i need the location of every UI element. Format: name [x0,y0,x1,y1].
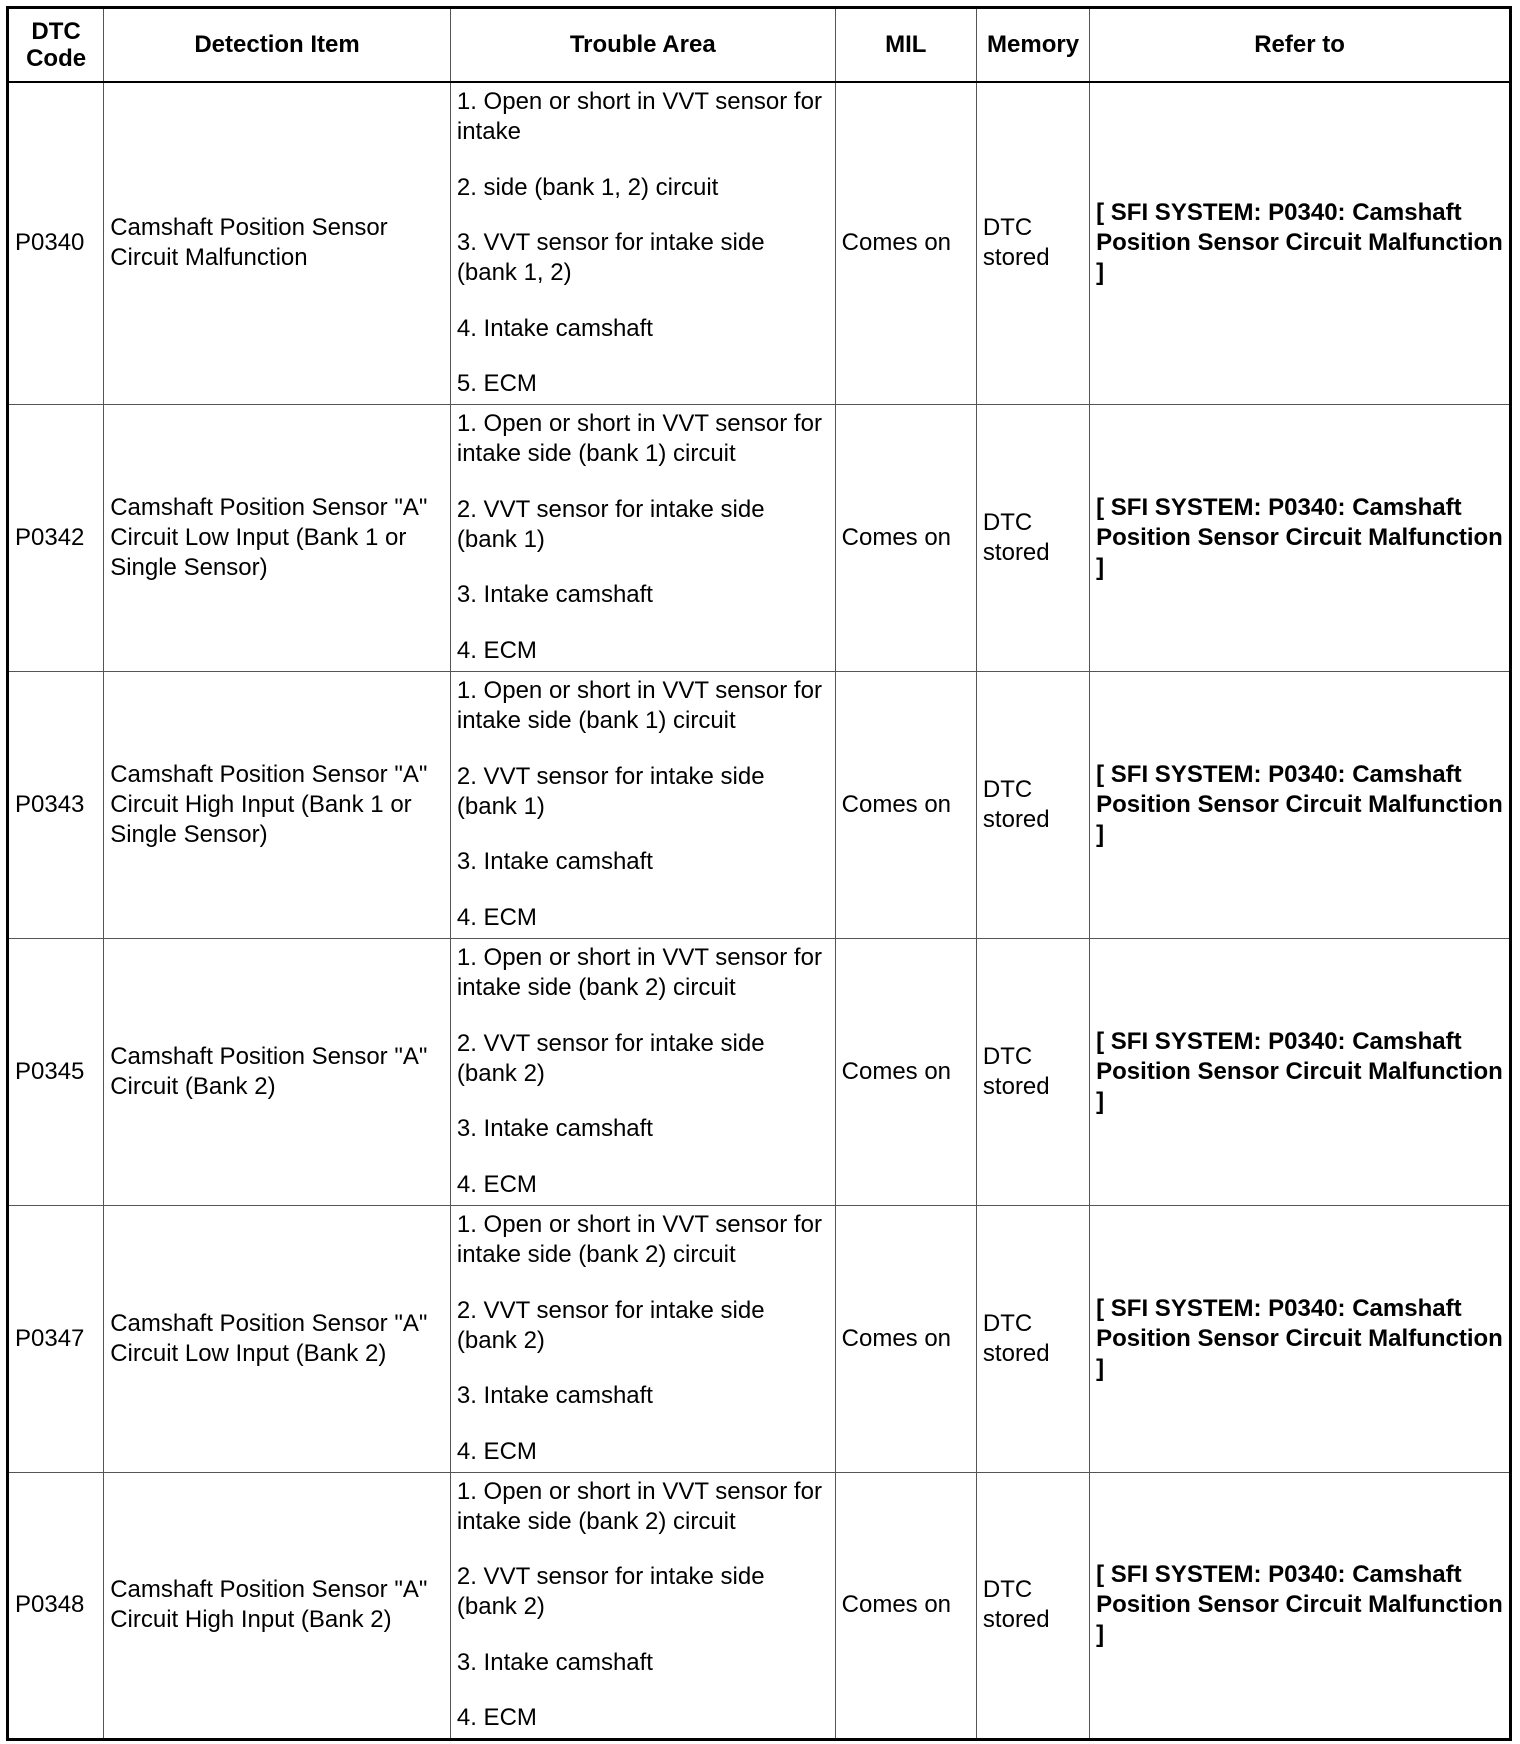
header-row [8,8,1511,83]
trouble-item: 3. Intake camshaft [456,581,653,609]
table-body [8,82,1511,1739]
header-dtc-code-text: DTC Code [26,18,87,72]
trouble-area-cell [450,671,835,938]
header-memory: Memory [976,8,1089,83]
trouble-list [457,87,829,399]
trouble-item: 4. ECM [456,903,537,931]
trouble-item: 2. VVT sensor for intake side (bank 1) [456,495,765,553]
trouble-item: 2. VVT sensor for intake side (bank 2) [456,1296,765,1354]
dtc-code-cell: P0342 [8,404,104,671]
dtc-code-cell: P0348 [8,1472,104,1739]
trouble-item: 4. ECM [456,1437,537,1465]
refer-to-cell: [ SFI SYSTEM: P0340: Camshaft Position Sensor Circuit Malfunction ] [1090,938,1511,1205]
trouble-area-cell [450,1472,835,1739]
table-row [8,1472,1511,1739]
dtc-table [6,6,1512,1741]
trouble-item: 4. ECM [456,636,537,664]
memory-cell: DTC stored [976,404,1089,671]
header-mil: MIL [835,8,976,83]
trouble-area-cell [450,1205,835,1472]
refer-to-cell: [ SFI SYSTEM: P0340: Camshaft Position Sensor Circuit Malfunction ] [1090,671,1511,938]
trouble-list [457,1477,829,1734]
detection-item-cell: Camshaft Position Sensor Circuit Malfunction [104,82,451,404]
mil-cell: Comes on [835,671,976,938]
detection-item-cell: Camshaft Position Sensor "A" Circuit Low Input (Bank 1 or Single Sensor) [104,404,451,671]
trouble-item: 2. side (bank 1, 2) circuit [456,173,719,201]
mil-cell: Comes on [835,938,976,1205]
header-refer-to: Refer to [1090,8,1511,83]
memory-cell: DTC stored [976,82,1089,404]
trouble-item: 3. Intake camshaft [456,848,653,876]
trouble-item: 4. Intake camshaft [456,314,653,342]
mil-cell: Comes on [835,82,976,404]
refer-to-cell: [ SFI SYSTEM: P0340: Camshaft Position Sensor Circuit Malfunction ] [1090,1472,1511,1739]
trouble-item: 1. Open or short in VVT sensor for intake side (bank 1) circuit [456,410,822,467]
trouble-item: 2. VVT sensor for intake side (bank 2) [456,1029,765,1087]
trouble-list [457,409,829,666]
refer-to-cell: [ SFI SYSTEM: P0340: Camshaft Position Sensor Circuit Malfunction ] [1090,404,1511,671]
refer-to-cell: [ SFI SYSTEM: P0340: Camshaft Position Sensor Circuit Malfunction ] [1090,82,1511,404]
header-trouble-area: Trouble Area [450,8,835,83]
memory-cell: DTC stored [976,938,1089,1205]
trouble-item: 3. Intake camshaft [456,1382,653,1410]
memory-cell: DTC stored [976,671,1089,938]
detection-item-cell: Camshaft Position Sensor "A" Circuit High Input (Bank 1 or Single Sensor) [104,671,451,938]
mil-cell: Comes on [835,1472,976,1739]
trouble-list [457,943,829,1200]
detection-item-cell: Camshaft Position Sensor "A" Circuit (Bank 2) [104,938,451,1205]
table-row [8,671,1511,938]
trouble-item: 1. Open or short in VVT sensor for intake side (bank 2) circuit [456,1477,822,1535]
dtc-code-cell: P0343 [8,671,104,938]
table-row [8,1205,1511,1472]
trouble-item: 4. ECM [456,1704,537,1732]
dtc-code-cell: P0347 [8,1205,104,1472]
trouble-item: 1. Open or short in VVT sensor for intake side (bank 2) circuit [456,1211,822,1268]
detection-item-cell: Camshaft Position Sensor "A" Circuit Low Input (Bank 2) [104,1205,451,1472]
dtc-code-cell: P0345 [8,938,104,1205]
header-detection-item: Detection Item [104,8,451,83]
trouble-item: 4. ECM [456,1170,537,1198]
header-dtc-code [8,8,104,83]
mil-cell: Comes on [835,1205,976,1472]
trouble-area-cell [450,938,835,1205]
memory-cell: DTC stored [976,1205,1089,1472]
trouble-item: 3. Intake camshaft [456,1648,653,1676]
trouble-item: 2. VVT sensor for intake side (bank 2) [456,1563,765,1621]
trouble-item: 3. VVT sensor for intake side (bank 1, 2) [456,229,765,287]
detection-item-cell: Camshaft Position Sensor "A" Circuit High Input (Bank 2) [104,1472,451,1739]
trouble-item: 1. Open or short in VVT sensor for intake [456,88,822,146]
trouble-list [457,1210,829,1467]
trouble-item: 5. ECM [456,370,537,398]
trouble-area-cell [450,82,835,404]
memory-cell: DTC stored [976,1472,1089,1739]
table-row [8,404,1511,671]
trouble-item: 1. Open or short in VVT sensor for intake side (bank 1) circuit [456,677,822,734]
table-row [8,82,1511,404]
trouble-item: 1. Open or short in VVT sensor for intake side (bank 2) circuit [456,944,822,1001]
trouble-item: 3. Intake camshaft [456,1115,653,1143]
dtc-code-cell: P0340 [8,82,104,404]
table-row [8,938,1511,1205]
trouble-list [457,676,829,933]
mil-cell: Comes on [835,404,976,671]
table-header [8,8,1511,83]
trouble-area-cell [450,404,835,671]
trouble-item: 2. VVT sensor for intake side (bank 1) [456,762,765,820]
refer-to-cell: [ SFI SYSTEM: P0340: Camshaft Position Sensor Circuit Malfunction ] [1090,1205,1511,1472]
